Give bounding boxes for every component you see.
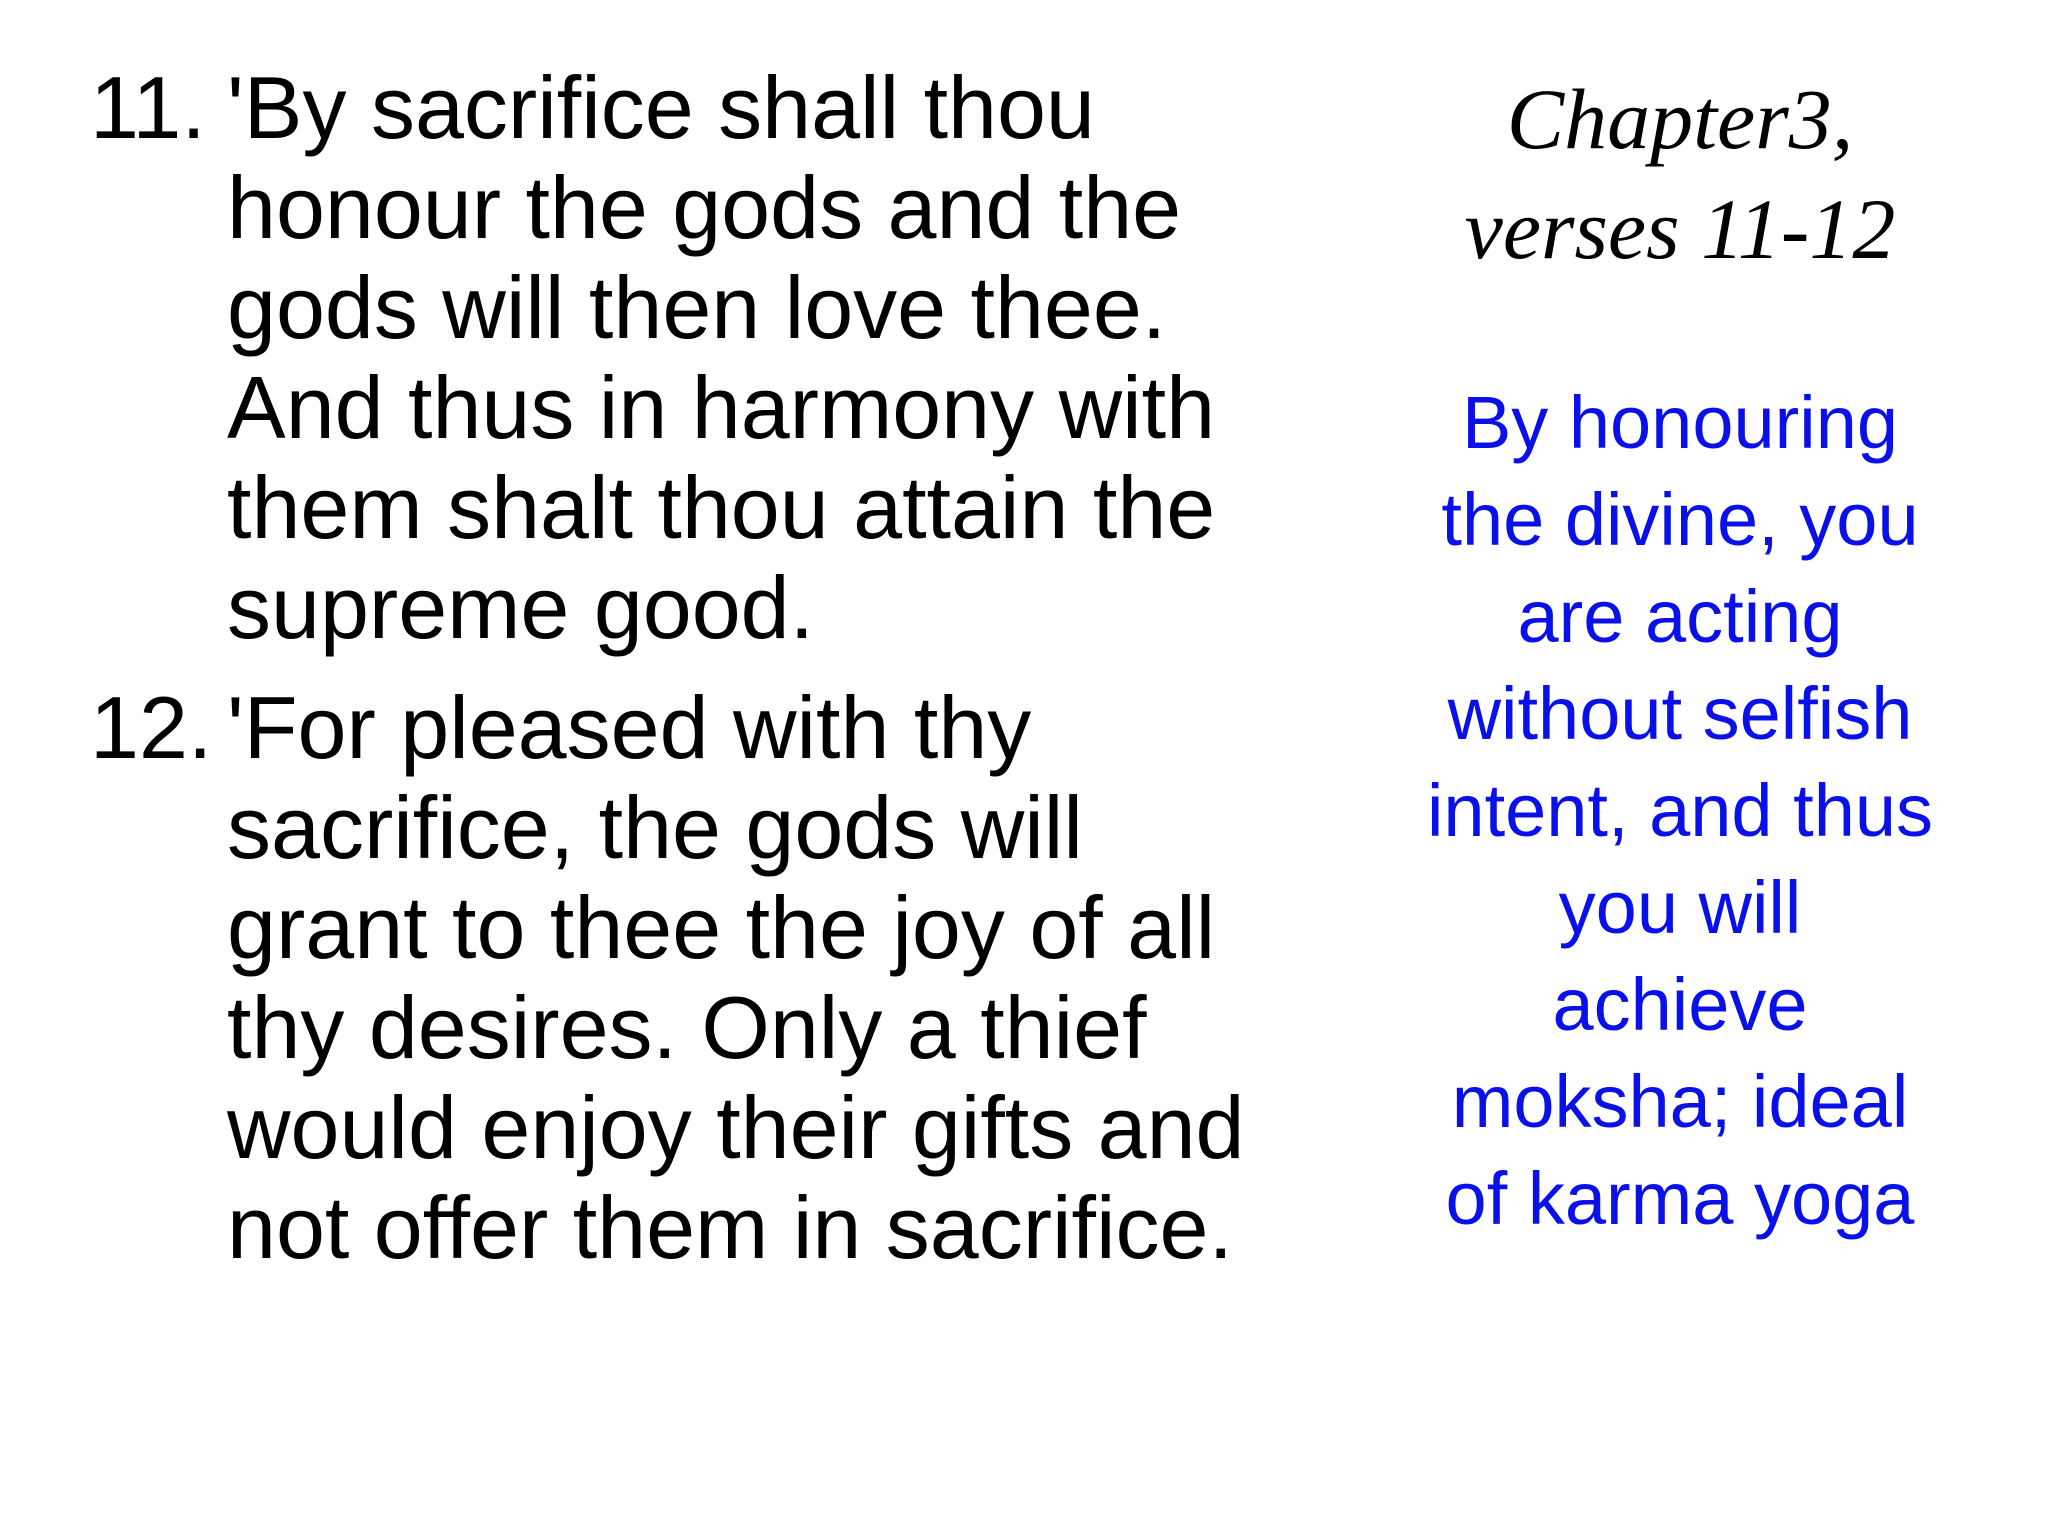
note-line: moksha; ideal [1451, 1060, 1909, 1143]
verse-list [90, 58, 1340, 1278]
verse-11 [90, 58, 1340, 658]
verse-line: grant to thee the joy of all [227, 878, 1216, 977]
note-line: are acting [1517, 575, 1843, 658]
reference-line: verses 11-12 [1464, 181, 1896, 277]
verse-line: would enjoy their gifts and [227, 1078, 1245, 1177]
note-line: without selfish [1447, 672, 1913, 755]
verse-number: 11. [90, 58, 206, 157]
verse-line: 'For pleased with thy [227, 678, 1032, 777]
note-line: By honouring [1461, 381, 1899, 464]
verse-number: 12. [90, 678, 213, 777]
verse-line: them shalt thou attain the [227, 458, 1216, 557]
verse-line: supreme good. [227, 558, 815, 657]
verse-line: 'By sacrifice shall thou [227, 58, 1095, 157]
verse-line: thy desires. Only a thief [227, 978, 1147, 1077]
commentary-note [1380, 374, 1980, 1247]
note-line: of karma yoga [1445, 1157, 1915, 1240]
reference-line: Chapter3, [1506, 71, 1854, 167]
verse-line: And thus in harmony with [227, 358, 1216, 457]
note-line: the divine, you [1441, 478, 1919, 561]
verse-line: not offer them in sacrifice. [227, 1178, 1233, 1277]
verse-line: gods will then love thee. [227, 258, 1167, 357]
verse-line: sacrifice, the gods will [227, 778, 1083, 877]
verse-12 [90, 678, 1340, 1278]
note-line: intent, and thus [1426, 769, 1934, 852]
chapter-reference [1380, 64, 1980, 284]
note-line: achieve [1552, 963, 1808, 1046]
verse-line: honour the gods and the [227, 158, 1182, 257]
note-line: you will [1558, 866, 1802, 949]
